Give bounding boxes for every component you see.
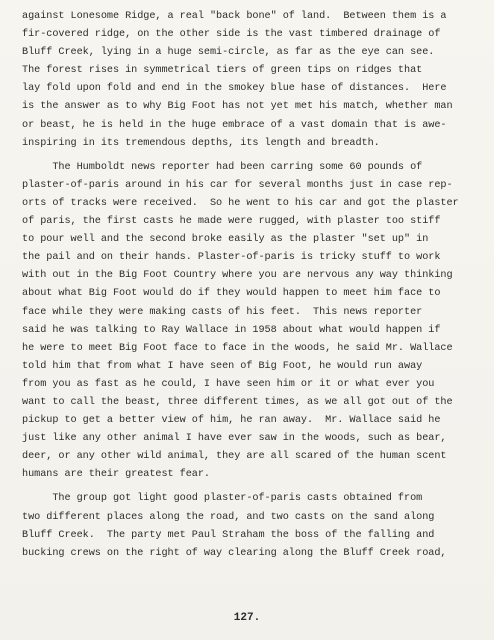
text-line: pickup to get a better view of him, he ran away. Mr. Wallace said he bbox=[22, 415, 441, 427]
text-line: deer, or any other wild animal, they are all scared of the human scent bbox=[22, 451, 447, 463]
text-line: inspiring in its tremendous depths, its length and breadth. bbox=[22, 137, 380, 149]
text-line: the pail and on their hands. Plaster-of-paris is tricky stuff to work bbox=[22, 252, 441, 264]
text-line: of paris, the first casts he made were rugged, with plaster too stiff bbox=[22, 216, 441, 228]
paragraph-3 bbox=[22, 490, 484, 562]
text-line: just like any other animal I have ever saw in the woods, such as bear, bbox=[22, 433, 447, 445]
text-line: from you as fast as he could, I have seen him or it or what ever you bbox=[22, 378, 435, 390]
text-line: humans are their greatest fear. bbox=[22, 469, 210, 481]
text-line: to pour well and the second broke easily as the plaster "set up" in bbox=[22, 234, 429, 246]
page-number: 127. bbox=[233, 612, 261, 624]
text-line: Bluff Creek, lying in a huge semi-circle, as far as the eye can see. bbox=[22, 47, 435, 59]
text-line: two different places along the road, and two casts on the sand along bbox=[22, 511, 435, 523]
text-line: plaster-of-paris around in his car for several months just in case rep- bbox=[22, 179, 453, 191]
body-text bbox=[22, 8, 484, 563]
text-line: or beast, he is held in the huge embrace of a vast domain that is awe- bbox=[22, 119, 447, 131]
text-line: orts of tracks were received. So he went to his car and got the plaster bbox=[22, 197, 459, 209]
text-line: The Humboldt news reporter had been carring some 60 pounds of bbox=[22, 161, 423, 173]
text-line: Bluff Creek. The party met Paul Straham the boss of the falling and bbox=[22, 529, 435, 541]
text-line: against Lonesome Ridge, a real "back bone" of land. Between them is a bbox=[22, 11, 447, 22]
text-line: fir-covered ridge, on the other side is the vast timbered drainage of bbox=[22, 29, 441, 41]
text-line: about what Big Foot would do if they would happen to meet him face to bbox=[22, 288, 441, 300]
text-line: want to call the beast, three different times, as we all got out of the bbox=[22, 396, 453, 408]
text-line: he were to meet Big Foot face to face in the woods, he said Mr. Wallace bbox=[22, 342, 453, 354]
text-line: face while they were making casts of his feet. This news reporter bbox=[22, 306, 423, 318]
text-line: is the answer as to why Big Foot has not yet met his match, whether man bbox=[22, 101, 453, 113]
paragraph-2 bbox=[22, 159, 484, 485]
text-line: The group got light good plaster-of-paris casts obtained from bbox=[22, 493, 423, 505]
text-line: lay fold upon fold and end in the smokey blue hase of distances. Here bbox=[22, 83, 447, 95]
text-line: told him that from what I have seen of Big Foot, he would run away bbox=[22, 360, 423, 372]
text-line: bucking crews on the right of way clearing along the Bluff Creek road, bbox=[22, 547, 447, 559]
text-line: The forest rises in symmetrical tiers of green tips on ridges that bbox=[22, 65, 423, 77]
text-line: with out in the Big Foot Country where you are nervous any way thinking bbox=[22, 270, 453, 282]
paragraph-1 bbox=[22, 8, 484, 153]
text-line: said he was talking to Ray Wallace in 1958 about what would happen if bbox=[22, 324, 441, 336]
